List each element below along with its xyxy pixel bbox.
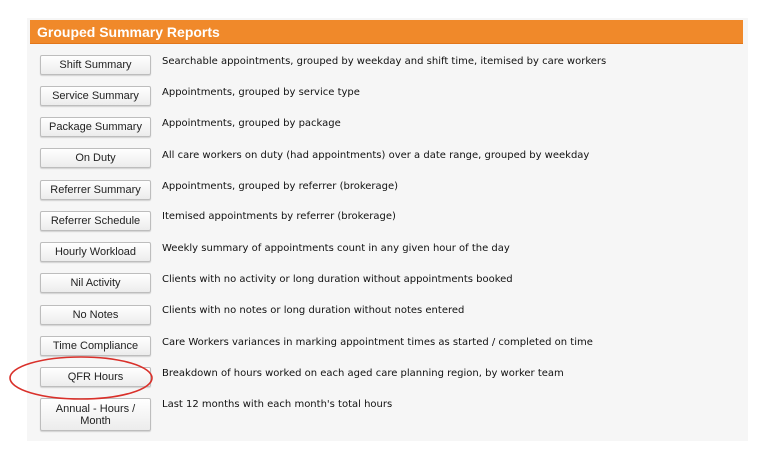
referrer-summary-button[interactable]: Referrer Summary xyxy=(40,180,151,200)
time-compliance-description: Care Workers variances in marking appointment times as started / completed on time xyxy=(162,337,593,348)
hourly-workload-description: Weekly summary of appointments count in any given hour of the day xyxy=(162,243,510,254)
nil-activity-button[interactable]: Nil Activity xyxy=(40,273,151,293)
service-summary-description: Appointments, grouped by service type xyxy=(162,87,360,98)
shift-summary-button[interactable]: Shift Summary xyxy=(40,55,151,75)
package-summary-button[interactable]: Package Summary xyxy=(40,117,151,137)
referrer-schedule-button[interactable]: Referrer Schedule xyxy=(40,211,151,231)
annual-hours-month-button[interactable]: Annual - Hours / Month xyxy=(40,398,151,431)
hourly-workload-button[interactable]: Hourly Workload xyxy=(40,242,151,262)
shift-summary-description: Searchable appointments, grouped by weekday and shift time, itemised by care workers xyxy=(162,56,607,67)
referrer-summary-description: Appointments, grouped by referrer (brokerage) xyxy=(162,181,399,192)
annual-hours-month-description: Last 12 months with each month's total hours xyxy=(162,399,393,410)
on-duty-description: All care workers on duty (had appointments) over a date range, grouped by weekday xyxy=(162,150,590,161)
nil-activity-description: Clients with no activity or long duration without appointments booked xyxy=(162,274,513,285)
qfr-hours-button[interactable]: QFR Hours xyxy=(40,367,151,387)
no-notes-button[interactable]: No Notes xyxy=(40,305,151,325)
package-summary-description: Appointments, grouped by package xyxy=(162,118,341,129)
qfr-hours-description: Breakdown of hours worked on each aged care planning region, by worker team xyxy=(162,368,564,379)
on-duty-button[interactable]: On Duty xyxy=(40,148,151,168)
section-header: Grouped Summary Reports xyxy=(30,20,743,44)
no-notes-description: Clients with no notes or long duration without notes entered xyxy=(162,305,465,316)
service-summary-button[interactable]: Service Summary xyxy=(40,86,151,106)
time-compliance-button[interactable]: Time Compliance xyxy=(40,336,151,356)
referrer-schedule-description: Itemised appointments by referrer (brokerage) xyxy=(162,211,396,222)
